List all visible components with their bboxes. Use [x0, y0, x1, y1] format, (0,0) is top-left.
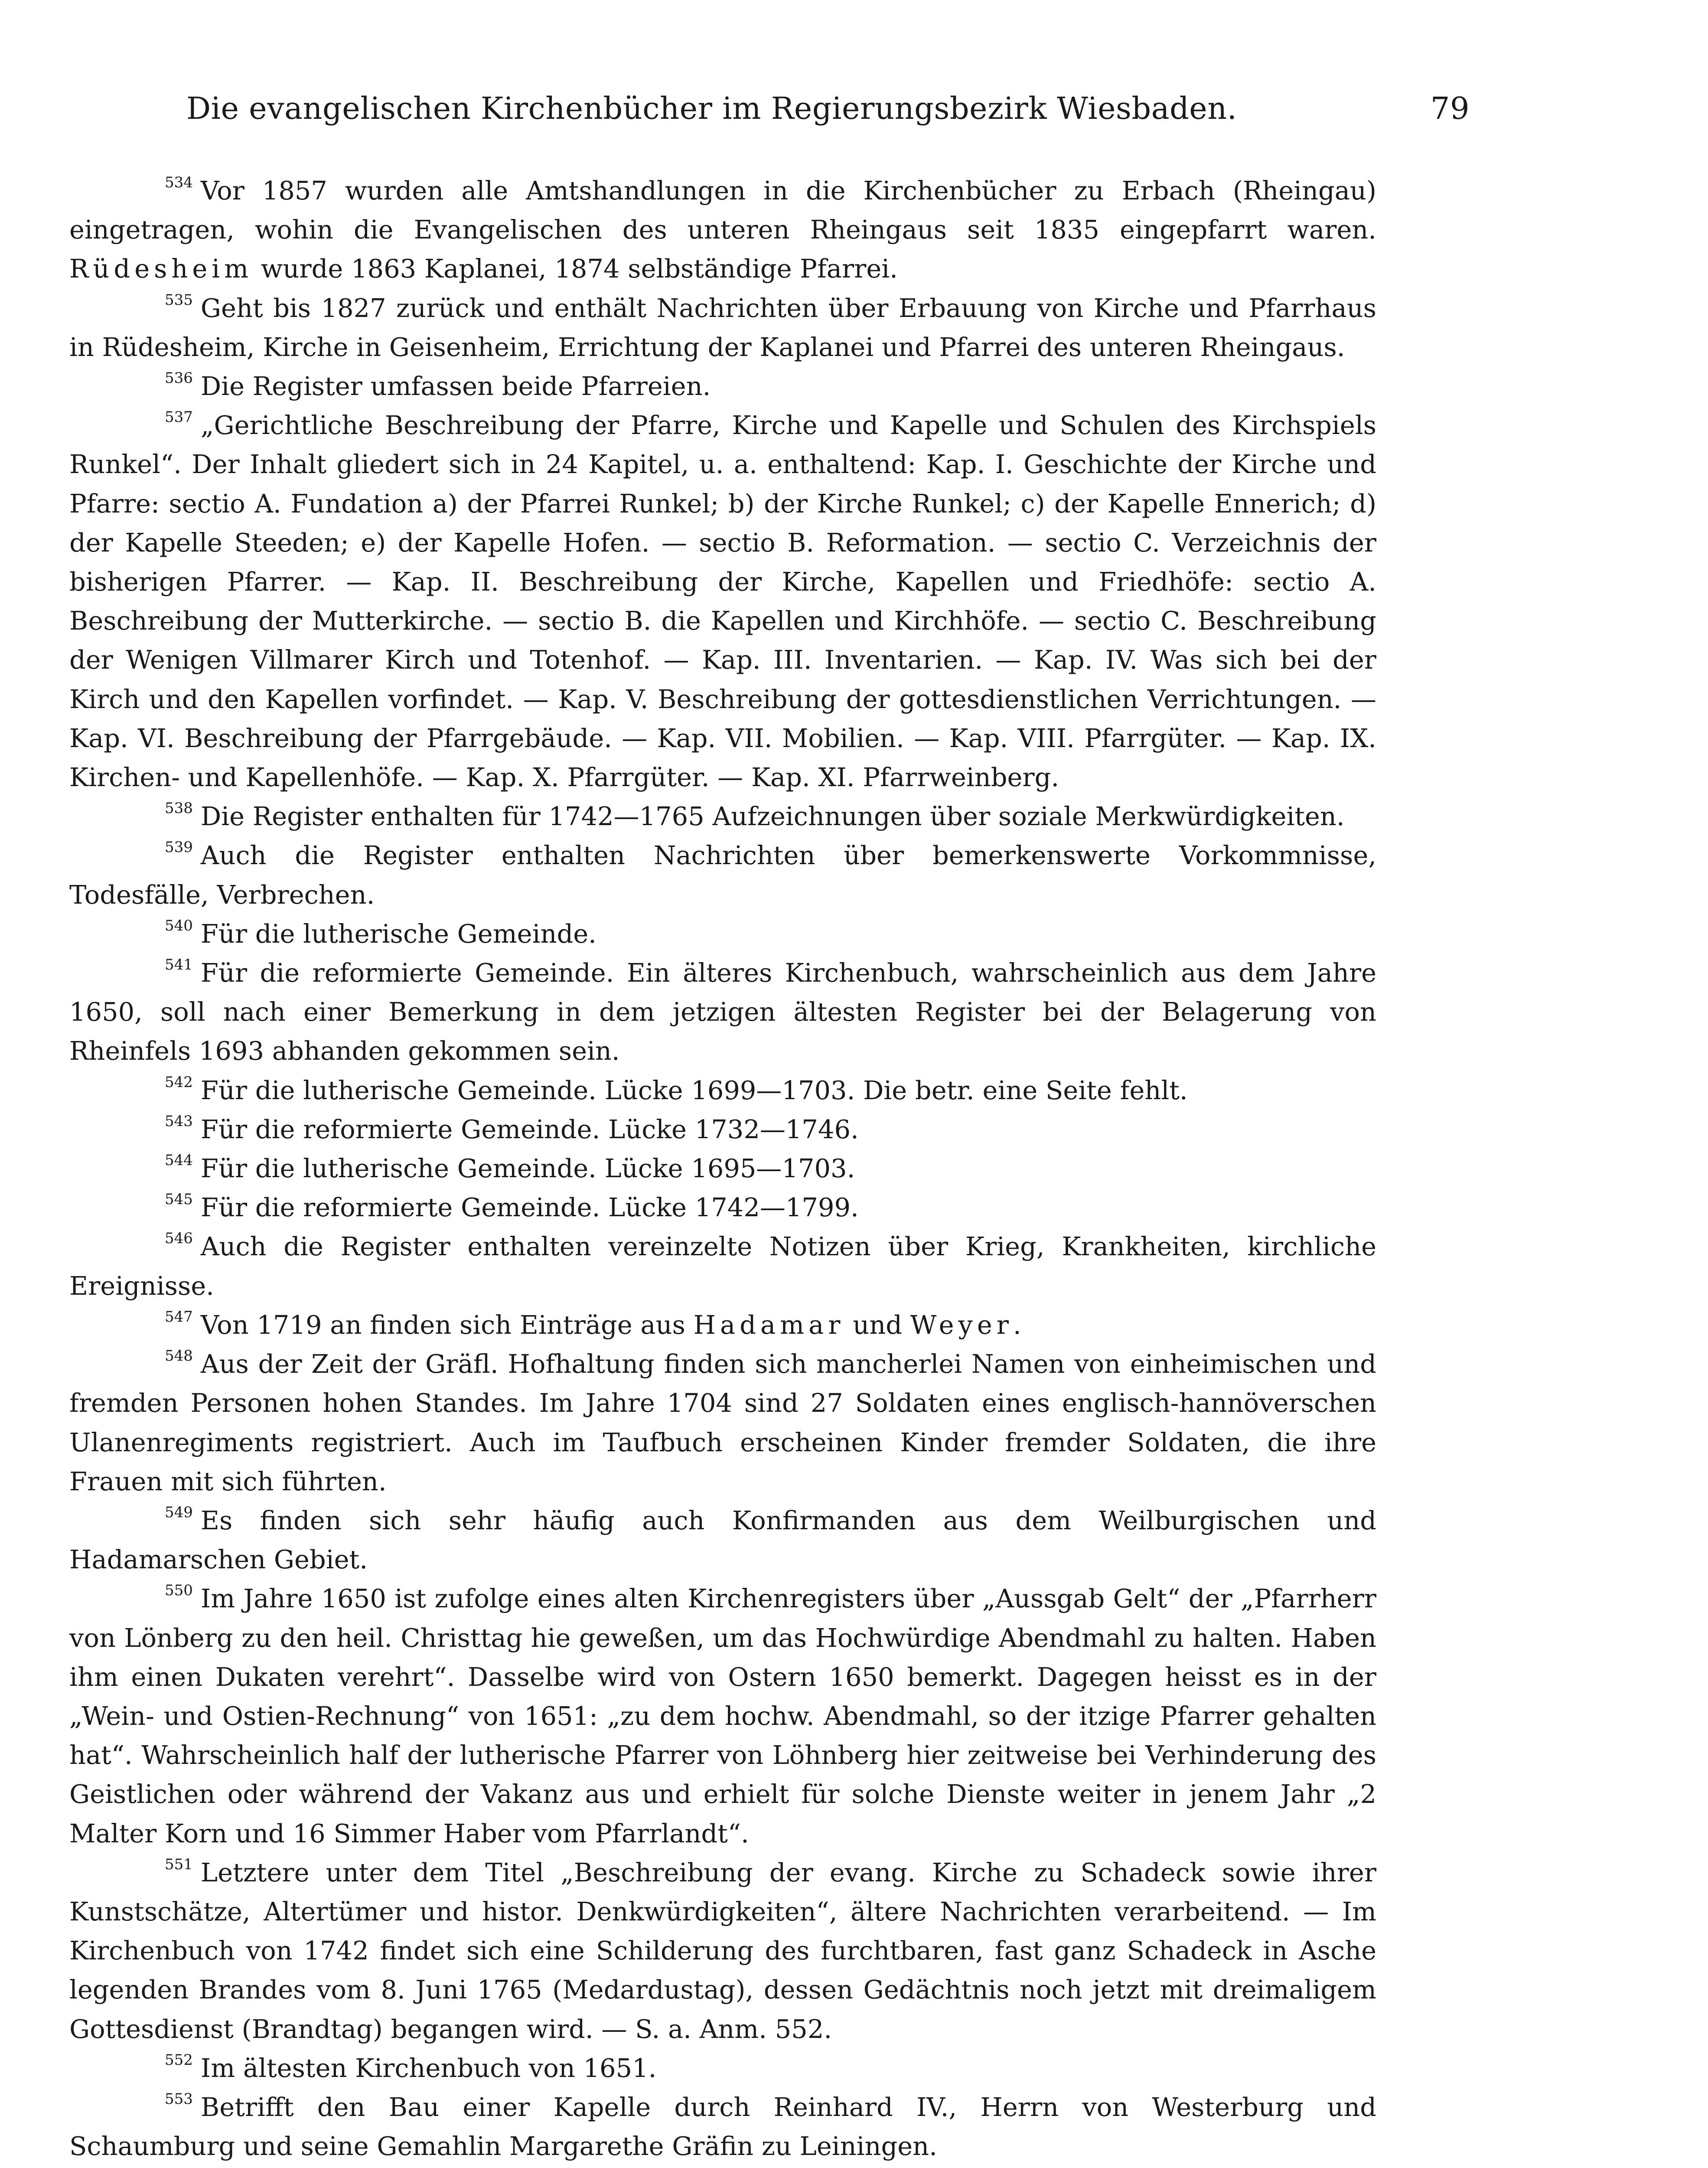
footnote-text: wurde 1863 Kaplanei, 1874 selbständige Pfarrei. — [253, 254, 898, 284]
footnote-number: 553 — [165, 2090, 193, 2108]
footnote-number: 536 — [165, 369, 193, 387]
footnote-549 — [69, 1501, 1376, 1579]
footnote-text: Die Register enthalten für 1742—1765 Aufzeichnungen über soziale Merkwürdigkeiten. — [200, 801, 1345, 832]
footnote-546 — [69, 1227, 1376, 1305]
footnote-text: Für die reformierte Gemeinde. Ein älteres Kirchenbuch, wahrscheinlich aus dem Jahre 1650, soll nach einer Bemerkung in dem jetzigen ältesten Register bei der Belagerung von Rheinfels 1693 abhanden gekommen sein. — [69, 958, 1376, 1066]
footnote-emphasis: Rüdesheim — [69, 254, 253, 284]
footnote-number: 541 — [165, 956, 193, 974]
footnote-548 — [69, 1345, 1376, 1501]
footnote-text: Für die lutherische Gemeinde. Lücke 1695—1703. — [200, 1153, 855, 1184]
footnote-number: 546 — [165, 1230, 193, 1247]
footnote-text: Im Jahre 1650 ist zufolge eines alten Kirchenregisters über „Aussgab Gelt“ der „Pfarrherr von Lönberg zu den heil. Christtag hie geweßen, um das Hochwürdige Abendmahl zu halten. Haben ihm einen Dukaten verehrt“. Dasselbe wird von Ostern 1650 bemerkt. Dagegen heisst es in der „Wein- und Ostien-Rechnung“ von 1651: „zu dem hochw. Abendmahl, so der itzige Pfarrer gehalten hat“. Wahrscheinlich half der lutherische Pfarrer von Löhnberg hier zeitweise bei Verhinderung des Geistlichen oder während der Vakanz aus und erhielt für solche Dienste weiter in jenem Jahr „2 Malter Korn und 16 Simmer Haber vom Pfarrlandt“. — [69, 1584, 1376, 1848]
footnote-538 — [69, 797, 1376, 836]
footnote-number: 537 — [165, 408, 193, 426]
footnote-text: Für die lutherische Gemeinde. Lücke 1699—1703. Die betr. eine Seite fehlt. — [200, 1075, 1188, 1105]
footnote-text: Betrifft den Bau einer Kapelle durch Reinhard IV., Herrn von Westerburg und Schaumburg und seine Gemahlin Margarethe Gräfin zu Leiningen. — [69, 2092, 1376, 2161]
footnote-536 — [69, 367, 1376, 406]
footnote-537 — [69, 406, 1376, 797]
footnote-553 — [69, 2088, 1376, 2166]
footnote-number: 547 — [165, 1308, 193, 1326]
footnote-number: 538 — [165, 800, 193, 817]
footnote-534 — [69, 171, 1376, 289]
footnote-text: Im ältesten Kirchenbuch von 1651. — [200, 2053, 657, 2083]
footnote-543 — [69, 1110, 1376, 1149]
footnote-number: 549 — [165, 1503, 193, 1521]
footnote-552 — [69, 2049, 1376, 2088]
footnote-number: 535 — [165, 291, 193, 309]
footnote-number: 545 — [165, 1191, 193, 1208]
footnote-text: Vor 1857 wurden alle Amtshandlungen in die Kirchenbücher zu Erbach (Rheingau) eingetragen, wohin die Evangelischen des unteren Rheingaus seit 1835 eingepfarrt waren. — [69, 176, 1376, 245]
footnote-547 — [69, 1306, 1376, 1345]
footnote-number: 542 — [165, 1073, 193, 1091]
footnote-text: Für die reformierte Gemeinde. Lücke 1742—1799. — [200, 1192, 859, 1223]
page-header — [186, 82, 1470, 134]
footnotes — [69, 171, 1376, 2166]
footnote-text: . — [1013, 1309, 1021, 1340]
footnote-number: 534 — [165, 174, 193, 191]
footnote-551 — [69, 1853, 1376, 2049]
footnote-number: 550 — [165, 1582, 193, 1600]
footnote-text: Letztere unter dem Titel „Beschreibung der evang. Kirche zu Schadeck sowie ihrer Kunstschätze, Altertümer und histor. Denkwürdigkeiten“, ältere Nachrichten verarbeitend. — Im Kirchenbuch von 1742 findet sich eine Schilderung des furchtbaren, fast ganz Schadeck in Asche legenden Brandes vom 8. Juni 1765 (Medardustag), dessen Gedächtnis noch jetzt mit dreimaligem Gottesdienst (Brandtag) begangen wird. — S. a. Anm. 552. — [69, 1857, 1376, 2044]
footnote-number: 552 — [165, 2051, 193, 2069]
footnote-541 — [69, 953, 1376, 1071]
footnote-542 — [69, 1071, 1376, 1110]
footnote-544 — [69, 1149, 1376, 1188]
footnote-text: Für die lutherische Gemeinde. — [200, 918, 596, 949]
footnote-number: 543 — [165, 1112, 193, 1130]
footnote-emphasis: Hadamar — [693, 1309, 845, 1340]
footnote-539 — [69, 836, 1376, 914]
footnote-535 — [69, 289, 1376, 367]
footnote-text: Geht bis 1827 zurück und enthält Nachrichten über Erbauung von Kirche und Pfarrhaus in Rüdesheim, Kirche in Geisenheim, Errichtung der Kaplanei und Pfarrei des unteren Rheingaus. — [69, 293, 1376, 362]
footnote-550 — [69, 1579, 1376, 1853]
footnote-text: Die Register umfassen beide Pfarreien. — [200, 371, 711, 402]
footnote-number: 540 — [165, 917, 193, 934]
footnote-number: 551 — [165, 1855, 193, 1873]
footnote-text: „Gerichtliche Beschreibung der Pfarre, Kirche und Kapelle und Schulen des Kirchspiels Runkel“. Der Inhalt gliedert sich in 24 Kapitel, u. a. enthaltend: Kap. I. Geschichte der Kirche und Pfarre: sectio A. Fundation a) der Pfarrei Runkel; b) der Kirche Runkel; c) der Kapelle Ennerich; d) der Kapelle Steeden; e) der Kapelle Hofen. — sectio B. Reformation. — sectio C. Verzeichnis der bisherigen Pfarrer. — Kap. II. Beschreibung der Kirche, Kapellen und Friedhöfe: sectio A. Beschreibung der Mutterkirche. — sectio B. die Kapellen und Kirchhöfe. — sectio C. Beschreibung der Wenigen Villmarer Kirch und Totenhof. — Kap. III. Inventarien. — Kap. IV. Was sich bei der Kirch und den Kapellen vorfindet. — Kap. V. Beschreibung der gottesdienstlichen Verrichtungen. — Kap. VI. Beschreibung der Pfarrgebäude. — Kap. VII. Mobilien. — Kap. VIII. Pfarrgüter. — Kap. IX. Kirchen- und Kapellenhöfe. — Kap. X. Pfarrgüter. — Kap. XI. Pfarrweinberg. — [69, 410, 1376, 793]
running-title: Die evangelischen Kirchenbücher im Regierungsbezirk Wiesbaden. — [186, 91, 1237, 126]
footnote-number: 539 — [165, 839, 193, 856]
footnote-text: Von 1719 an finden sich Einträge aus — [200, 1309, 694, 1340]
footnote-text: Es finden sich sehr häufig auch Konfirmanden aus dem Weilburgischen und Hadamarschen Gebiet. — [69, 1505, 1376, 1575]
footnote-text: Auch die Register enthalten vereinzelte Notizen über Krieg, Krankheiten, kirchliche Ereignisse. — [69, 1231, 1376, 1301]
footnote-emphasis: Weyer — [910, 1309, 1013, 1340]
footnote-text: Auch die Register enthalten Nachrichten über bemerkenswerte Vorkommnisse, Todesfälle, Verbrechen. — [69, 840, 1376, 910]
footnote-number: 544 — [165, 1152, 193, 1169]
footnote-text: und — [844, 1309, 910, 1340]
footnote-text: Für die reformierte Gemeinde. Lücke 1732—1746. — [200, 1114, 859, 1144]
footnote-text: Aus der Zeit der Gräfl. Hofhaltung finden sich mancherlei Namen von einheimischen und fremden Personen hohen Standes. Im Jahre 1704 sind 27 Soldaten eines englisch-hannöverschen Ulanenregiments registriert. Auch im Taufbuch erscheinen Kinder fremder Soldaten, die ihre Frauen mit sich führten. — [69, 1349, 1376, 1496]
page-number: 79 — [1430, 91, 1470, 126]
footnote-545 — [69, 1188, 1376, 1227]
footnote-540 — [69, 914, 1376, 953]
footnote-number: 548 — [165, 1347, 193, 1365]
